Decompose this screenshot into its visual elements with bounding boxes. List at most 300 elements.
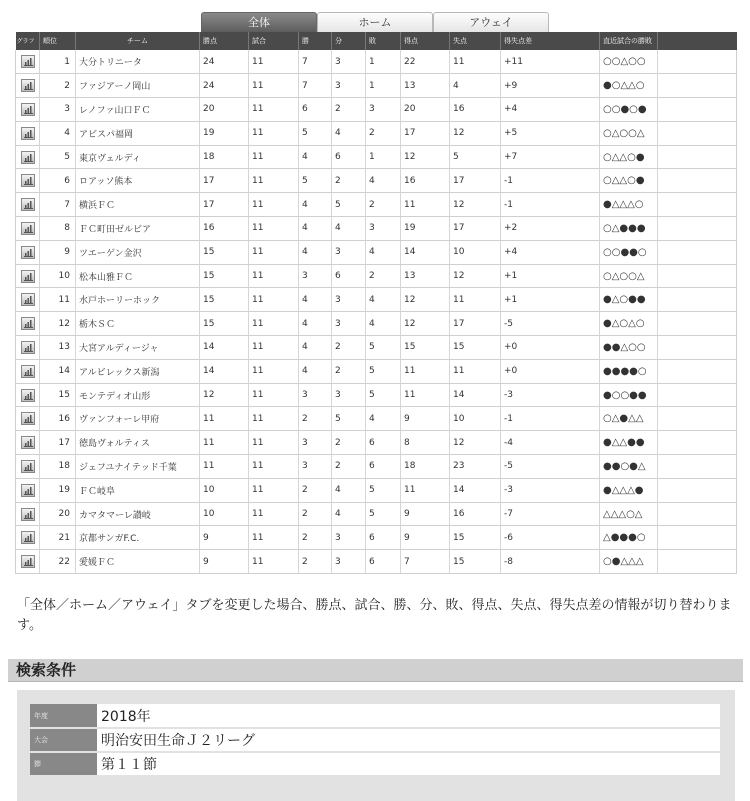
recent-form-cell: ○○●○● xyxy=(600,98,658,122)
graph-cell xyxy=(16,217,40,241)
goals-for-cell: 20 xyxy=(401,98,450,122)
goals-against-cell: 23 xyxy=(450,455,501,479)
header-goals-for: 得点 xyxy=(401,32,450,50)
games-cell: 11 xyxy=(249,312,299,336)
graph-cell xyxy=(16,550,40,574)
recent-form-cell: ○●△△△ xyxy=(600,550,658,574)
bar-chart-icon[interactable] xyxy=(21,293,35,306)
spacer-cell xyxy=(658,407,737,431)
games-cell: 11 xyxy=(249,336,299,360)
team-cell: 京都サンガF.C. xyxy=(76,526,200,550)
goals-for-cell: 9 xyxy=(401,526,450,550)
draws-cell: 2 xyxy=(332,336,366,360)
wins-cell: 3 xyxy=(299,264,332,288)
losses-cell: 4 xyxy=(366,288,401,312)
wins-cell: 3 xyxy=(299,455,332,479)
goals-for-cell: 19 xyxy=(401,217,450,241)
table-row xyxy=(16,288,737,312)
wins-cell: 5 xyxy=(299,169,332,193)
recent-form-cell: ●△△●● xyxy=(600,431,658,455)
condition-label: 年度 xyxy=(30,704,97,728)
wins-cell: 2 xyxy=(299,526,332,550)
table-row xyxy=(16,217,737,241)
losses-cell: 6 xyxy=(366,526,401,550)
goal-diff-cell: -5 xyxy=(501,312,600,336)
goals-against-cell: 4 xyxy=(450,74,501,98)
header-recent-form: 直近試合の勝敗 xyxy=(600,32,658,50)
recent-form-cell: ●●△○○ xyxy=(600,336,658,360)
bar-chart-icon[interactable] xyxy=(21,389,35,402)
goals-against-cell: 16 xyxy=(450,98,501,122)
rank-cell: 6 xyxy=(40,169,76,193)
games-cell: 11 xyxy=(249,502,299,526)
condition-row-competition xyxy=(30,728,720,752)
games-cell: 11 xyxy=(249,407,299,431)
spacer-cell xyxy=(658,288,737,312)
team-cell: 東京ヴェルディ xyxy=(76,145,200,169)
draws-cell: 5 xyxy=(332,407,366,431)
table-row xyxy=(16,383,737,407)
spacer-cell xyxy=(658,312,737,336)
goal-diff-cell: -4 xyxy=(501,431,600,455)
recent-form-cell: ●△○△○ xyxy=(600,312,658,336)
losses-cell: 1 xyxy=(366,145,401,169)
goals-for-cell: 11 xyxy=(401,359,450,383)
goal-diff-cell: -5 xyxy=(501,455,600,479)
losses-cell: 4 xyxy=(366,169,401,193)
graph-cell xyxy=(16,431,40,455)
table-row xyxy=(16,74,737,98)
team-cell: レノファ山口ＦＣ xyxy=(76,98,200,122)
bar-chart-icon[interactable] xyxy=(21,127,35,140)
bar-chart-icon[interactable] xyxy=(21,151,35,164)
bar-chart-icon[interactable] xyxy=(21,484,35,497)
goal-diff-cell: -8 xyxy=(501,550,600,574)
spacer-cell xyxy=(658,240,737,264)
goals-against-cell: 15 xyxy=(450,336,501,360)
games-cell: 11 xyxy=(249,288,299,312)
bar-chart-icon[interactable] xyxy=(21,79,35,92)
losses-cell: 2 xyxy=(366,193,401,217)
spacer-cell xyxy=(658,264,737,288)
wins-cell: 3 xyxy=(299,431,332,455)
header-losses: 敗 xyxy=(366,32,401,50)
points-cell: 12 xyxy=(200,383,249,407)
goals-for-cell: 13 xyxy=(401,74,450,98)
spacer-cell xyxy=(658,98,737,122)
bar-chart-icon[interactable] xyxy=(21,198,35,211)
points-cell: 9 xyxy=(200,526,249,550)
team-cell: アルビレックス新潟 xyxy=(76,359,200,383)
team-cell: ジェフユナイテッド千葉 xyxy=(76,455,200,479)
goals-against-cell: 16 xyxy=(450,502,501,526)
team-cell: モンテディオ山形 xyxy=(76,383,200,407)
recent-form-cell: ●△△△● xyxy=(600,478,658,502)
goals-against-cell: 14 xyxy=(450,478,501,502)
goal-diff-cell: -6 xyxy=(501,526,600,550)
spacer-cell xyxy=(658,383,737,407)
spacer-cell xyxy=(658,359,737,383)
rank-cell: 4 xyxy=(40,121,76,145)
draws-cell: 4 xyxy=(332,217,366,241)
points-cell: 14 xyxy=(200,359,249,383)
team-cell: カマタマーレ讃岐 xyxy=(76,502,200,526)
bar-chart-icon[interactable] xyxy=(21,460,35,473)
points-cell: 15 xyxy=(200,264,249,288)
condition-row-section xyxy=(30,752,720,776)
draws-cell: 3 xyxy=(332,526,366,550)
graph-cell xyxy=(16,264,40,288)
games-cell: 11 xyxy=(249,240,299,264)
draws-cell: 6 xyxy=(332,264,366,288)
team-cell: ＦＣ町田ゼルビア xyxy=(76,217,200,241)
games-cell: 11 xyxy=(249,74,299,98)
points-cell: 18 xyxy=(200,145,249,169)
graph-cell xyxy=(16,383,40,407)
rank-cell: 8 xyxy=(40,217,76,241)
header-wins: 勝 xyxy=(299,32,332,50)
spacer-cell xyxy=(658,169,737,193)
table-row xyxy=(16,455,737,479)
goals-against-cell: 12 xyxy=(450,193,501,217)
goals-against-cell: 17 xyxy=(450,169,501,193)
spacer-cell xyxy=(658,50,737,74)
goal-diff-cell: +2 xyxy=(501,217,600,241)
wins-cell: 4 xyxy=(299,336,332,360)
graph-cell xyxy=(16,336,40,360)
table-row xyxy=(16,240,737,264)
games-cell: 11 xyxy=(249,264,299,288)
recent-form-cell: ○△△○● xyxy=(600,145,658,169)
recent-form-cell: ●○△△○ xyxy=(600,74,658,98)
goals-against-cell: 12 xyxy=(450,121,501,145)
games-cell: 11 xyxy=(249,50,299,74)
losses-cell: 5 xyxy=(366,502,401,526)
rank-cell: 18 xyxy=(40,455,76,479)
goals-against-cell: 11 xyxy=(450,50,501,74)
team-cell: ファジアーノ岡山 xyxy=(76,74,200,98)
points-cell: 11 xyxy=(200,455,249,479)
draws-cell: 2 xyxy=(332,169,366,193)
table-row xyxy=(16,478,737,502)
rank-cell: 13 xyxy=(40,336,76,360)
team-cell: 徳島ヴォルティス xyxy=(76,431,200,455)
recent-form-cell: ○○●●○ xyxy=(600,240,658,264)
header-rank: 順位 xyxy=(40,32,76,50)
losses-cell: 1 xyxy=(366,74,401,98)
team-cell: 栃木ＳＣ xyxy=(76,312,200,336)
team-cell: 松本山雅ＦＣ xyxy=(76,264,200,288)
draws-cell: 3 xyxy=(332,312,366,336)
rank-cell: 3 xyxy=(40,98,76,122)
search-conditions-heading: 検索条件 xyxy=(8,659,743,682)
team-cell: ロアッソ熊本 xyxy=(76,169,200,193)
goals-for-cell: 9 xyxy=(401,502,450,526)
goals-for-cell: 15 xyxy=(401,336,450,360)
wins-cell: 4 xyxy=(299,240,332,264)
rank-cell: 2 xyxy=(40,74,76,98)
search-conditions-table xyxy=(30,704,720,777)
wins-cell: 7 xyxy=(299,50,332,74)
header-spacer xyxy=(658,32,737,50)
header-graph: グラフ xyxy=(16,32,40,50)
losses-cell: 1 xyxy=(366,50,401,74)
draws-cell: 4 xyxy=(332,502,366,526)
goals-against-cell: 10 xyxy=(450,407,501,431)
graph-cell xyxy=(16,50,40,74)
goals-against-cell: 11 xyxy=(450,288,501,312)
spacer-cell xyxy=(658,193,737,217)
rank-cell: 19 xyxy=(40,478,76,502)
games-cell: 11 xyxy=(249,383,299,407)
bar-chart-icon[interactable] xyxy=(21,222,35,235)
bar-chart-icon[interactable] xyxy=(21,341,35,354)
draws-cell: 3 xyxy=(332,74,366,98)
header-goal-diff: 得失点差 xyxy=(501,32,600,50)
goal-diff-cell: +4 xyxy=(501,98,600,122)
goals-for-cell: 12 xyxy=(401,145,450,169)
standings-table xyxy=(15,32,737,574)
goals-for-cell: 14 xyxy=(401,240,450,264)
draws-cell: 2 xyxy=(332,431,366,455)
spacer-cell xyxy=(658,431,737,455)
tab-home[interactable]: ホーム xyxy=(317,12,433,32)
games-cell: 11 xyxy=(249,121,299,145)
table-row xyxy=(16,193,737,217)
losses-cell: 5 xyxy=(366,336,401,360)
bar-chart-icon[interactable] xyxy=(21,246,35,259)
tab-note: 「全体／ホーム／アウェイ」タブを変更した場合、勝点、試合、勝、分、敗、得点、失点、得失点差の情報が切り替わります。 xyxy=(17,598,732,633)
points-cell: 10 xyxy=(200,478,249,502)
games-cell: 11 xyxy=(249,145,299,169)
goal-diff-cell: +1 xyxy=(501,288,600,312)
recent-form-cell: ●△△△○ xyxy=(600,193,658,217)
recent-form-cell: ●△○●● xyxy=(600,288,658,312)
team-cell: アビスパ福岡 xyxy=(76,121,200,145)
points-cell: 15 xyxy=(200,288,249,312)
goals-for-cell: 18 xyxy=(401,455,450,479)
graph-cell xyxy=(16,193,40,217)
bar-chart-icon[interactable] xyxy=(21,412,35,425)
recent-form-cell: △●●●○ xyxy=(600,526,658,550)
graph-cell xyxy=(16,169,40,193)
losses-cell: 6 xyxy=(366,431,401,455)
spacer-cell xyxy=(658,145,737,169)
rank-cell: 10 xyxy=(40,264,76,288)
bar-chart-icon[interactable] xyxy=(21,174,35,187)
goals-for-cell: 22 xyxy=(401,50,450,74)
condition-row-year xyxy=(30,704,720,728)
goals-for-cell: 11 xyxy=(401,193,450,217)
losses-cell: 4 xyxy=(366,312,401,336)
header-draws: 分 xyxy=(332,32,366,50)
goals-against-cell: 5 xyxy=(450,145,501,169)
goal-diff-cell: -3 xyxy=(501,383,600,407)
goals-against-cell: 10 xyxy=(450,240,501,264)
wins-cell: 2 xyxy=(299,407,332,431)
graph-cell xyxy=(16,145,40,169)
bar-chart-icon[interactable] xyxy=(21,508,35,521)
points-cell: 10 xyxy=(200,502,249,526)
header-points: 勝点 xyxy=(200,32,249,50)
points-cell: 17 xyxy=(200,193,249,217)
graph-cell xyxy=(16,74,40,98)
goal-diff-cell: +0 xyxy=(501,359,600,383)
recent-form-cell: ○△△○● xyxy=(600,169,658,193)
draws-cell: 3 xyxy=(332,288,366,312)
draws-cell: 3 xyxy=(332,550,366,574)
spacer-cell xyxy=(658,478,737,502)
goal-diff-cell: +1 xyxy=(501,264,600,288)
spacer-cell xyxy=(658,550,737,574)
draws-cell: 3 xyxy=(332,50,366,74)
wins-cell: 4 xyxy=(299,145,332,169)
goals-for-cell: 13 xyxy=(401,264,450,288)
team-cell: 愛媛ＦＣ xyxy=(76,550,200,574)
recent-form-cell: ○△○○△ xyxy=(600,121,658,145)
tab-away[interactable]: アウェイ xyxy=(433,12,549,32)
points-cell: 15 xyxy=(200,312,249,336)
team-cell: 大宮アルディージャ xyxy=(76,336,200,360)
losses-cell: 6 xyxy=(366,550,401,574)
goal-diff-cell: +9 xyxy=(501,74,600,98)
graph-cell xyxy=(16,288,40,312)
recent-form-cell: ●●●●○ xyxy=(600,359,658,383)
goal-diff-cell: -1 xyxy=(501,193,600,217)
draws-cell: 2 xyxy=(332,98,366,122)
graph-cell xyxy=(16,240,40,264)
graph-cell xyxy=(16,478,40,502)
recent-form-cell: ○△●△△ xyxy=(600,407,658,431)
team-cell: 横浜ＦＣ xyxy=(76,193,200,217)
losses-cell: 5 xyxy=(366,478,401,502)
points-cell: 24 xyxy=(200,74,249,98)
wins-cell: 2 xyxy=(299,478,332,502)
graph-cell xyxy=(16,312,40,336)
bar-chart-icon[interactable] xyxy=(21,317,35,330)
goal-diff-cell: +0 xyxy=(501,336,600,360)
recent-form-cell: ○△●●● xyxy=(600,217,658,241)
bar-chart-icon[interactable] xyxy=(21,436,35,449)
condition-label: 節 xyxy=(30,752,97,776)
bar-chart-icon[interactable] xyxy=(21,55,35,68)
rank-cell: 14 xyxy=(40,359,76,383)
games-cell: 11 xyxy=(249,169,299,193)
games-cell: 11 xyxy=(249,98,299,122)
draws-cell: 2 xyxy=(332,359,366,383)
goals-against-cell: 15 xyxy=(450,526,501,550)
goals-against-cell: 17 xyxy=(450,217,501,241)
wins-cell: 6 xyxy=(299,98,332,122)
graph-cell xyxy=(16,502,40,526)
goals-against-cell: 12 xyxy=(450,431,501,455)
games-cell: 11 xyxy=(249,431,299,455)
games-cell: 11 xyxy=(249,217,299,241)
table-row xyxy=(16,50,737,74)
bar-chart-icon[interactable] xyxy=(21,103,35,116)
bar-chart-icon[interactable] xyxy=(21,531,35,544)
points-cell: 11 xyxy=(200,431,249,455)
losses-cell: 4 xyxy=(366,240,401,264)
losses-cell: 2 xyxy=(366,121,401,145)
goal-diff-cell: +7 xyxy=(501,145,600,169)
games-cell: 11 xyxy=(249,526,299,550)
rank-cell: 7 xyxy=(40,193,76,217)
team-cell: ツエーゲン金沢 xyxy=(76,240,200,264)
points-cell: 14 xyxy=(200,336,249,360)
losses-cell: 3 xyxy=(366,217,401,241)
wins-cell: 3 xyxy=(299,383,332,407)
goal-diff-cell: +4 xyxy=(501,240,600,264)
recent-form-cell: ●○○●● xyxy=(600,383,658,407)
tab-overall[interactable]: 全体 xyxy=(201,12,317,32)
bar-chart-icon[interactable] xyxy=(21,555,35,568)
rank-cell: 1 xyxy=(40,50,76,74)
goal-diff-cell: -7 xyxy=(501,502,600,526)
draws-cell: 3 xyxy=(332,240,366,264)
table-header-row xyxy=(16,32,737,50)
losses-cell: 6 xyxy=(366,455,401,479)
rank-cell: 12 xyxy=(40,312,76,336)
wins-cell: 4 xyxy=(299,312,332,336)
team-cell: 大分トリニータ xyxy=(76,50,200,74)
rank-cell: 22 xyxy=(40,550,76,574)
goals-against-cell: 15 xyxy=(450,550,501,574)
losses-cell: 4 xyxy=(366,407,401,431)
points-cell: 9 xyxy=(200,550,249,574)
table-row xyxy=(16,526,737,550)
spacer-cell xyxy=(658,502,737,526)
table-row xyxy=(16,407,737,431)
goals-for-cell: 12 xyxy=(401,312,450,336)
header-games: 試合 xyxy=(249,32,299,50)
header-team: チーム xyxy=(76,32,200,50)
games-cell: 11 xyxy=(249,455,299,479)
condition-label: 大会 xyxy=(30,728,97,752)
graph-cell xyxy=(16,98,40,122)
standings-body xyxy=(16,50,737,574)
draws-cell: 5 xyxy=(332,193,366,217)
goal-diff-cell: -1 xyxy=(501,169,600,193)
spacer-cell xyxy=(658,526,737,550)
goals-against-cell: 12 xyxy=(450,264,501,288)
bar-chart-icon[interactable] xyxy=(21,365,35,378)
games-cell: 11 xyxy=(249,359,299,383)
wins-cell: 7 xyxy=(299,74,332,98)
wins-cell: 4 xyxy=(299,193,332,217)
games-cell: 11 xyxy=(249,550,299,574)
losses-cell: 5 xyxy=(366,383,401,407)
rank-cell: 20 xyxy=(40,502,76,526)
condition-value: 第１１節 xyxy=(97,752,720,776)
draws-cell: 2 xyxy=(332,455,366,479)
points-cell: 16 xyxy=(200,217,249,241)
goal-diff-cell: -1 xyxy=(501,407,600,431)
wins-cell: 5 xyxy=(299,121,332,145)
goals-for-cell: 16 xyxy=(401,169,450,193)
table-row xyxy=(16,550,737,574)
points-cell: 19 xyxy=(200,121,249,145)
wins-cell: 2 xyxy=(299,550,332,574)
losses-cell: 5 xyxy=(366,359,401,383)
table-row xyxy=(16,145,737,169)
bar-chart-icon[interactable] xyxy=(21,270,35,283)
points-cell: 15 xyxy=(200,240,249,264)
table-row xyxy=(16,264,737,288)
spacer-cell xyxy=(658,455,737,479)
graph-cell xyxy=(16,121,40,145)
team-cell: ＦＣ岐阜 xyxy=(76,478,200,502)
